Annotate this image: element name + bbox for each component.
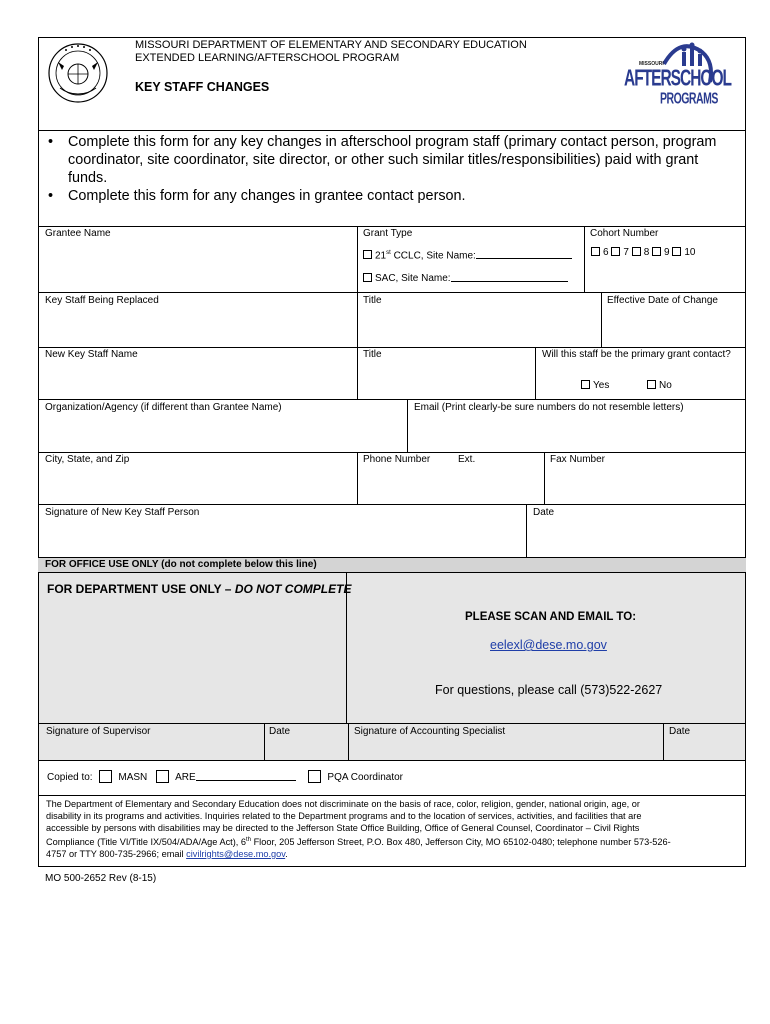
logo-top-text: MISSOURI bbox=[639, 61, 664, 67]
divider bbox=[601, 292, 602, 347]
divider bbox=[357, 452, 358, 504]
divider bbox=[544, 452, 545, 504]
title-label: Title bbox=[363, 349, 382, 360]
effective-date-label: Effective Date of Change bbox=[607, 295, 718, 306]
grant-type-21cclc: 21st CCLC, Site Name: bbox=[363, 247, 572, 262]
divider bbox=[38, 347, 746, 348]
cohort-options bbox=[591, 247, 696, 259]
questions-phone: For questions, please call (573)522-2627 bbox=[435, 683, 663, 697]
divider bbox=[38, 795, 746, 796]
key-staff-replaced-label: Key Staff Being Replaced bbox=[45, 295, 159, 306]
supervisor-signature-label: Signature of Supervisor bbox=[46, 726, 151, 737]
logo-main-text: AFTERSCHOOL bbox=[624, 66, 731, 92]
city-state-zip-label: City, State, and Zip bbox=[45, 454, 130, 465]
divider bbox=[348, 723, 349, 760]
primary-contact-yes[interactable]: Yes bbox=[581, 380, 609, 392]
department-name: MISSOURI DEPARTMENT OF ELEMENTARY AND SECONDARY EDUCATION bbox=[135, 39, 527, 51]
email-label: Email (Print clearly-be sure numbers do not resemble letters) bbox=[414, 402, 684, 413]
divider bbox=[584, 226, 585, 292]
divider bbox=[38, 292, 746, 293]
cohort-option[interactable]: 10 bbox=[672, 247, 695, 258]
sac-site-name-field[interactable] bbox=[451, 271, 568, 282]
sac-checkbox[interactable] bbox=[363, 273, 372, 282]
copied-to-row: Copied to: MASN ARE PQA Coordinator bbox=[47, 772, 404, 783]
divider bbox=[264, 723, 265, 760]
program-name: EXTENDED LEARNING/AFTERSCHOOL PROGRAM bbox=[135, 52, 400, 64]
cclc-site-name-field[interactable] bbox=[476, 248, 572, 259]
divider bbox=[38, 452, 746, 453]
cohort-number-label: Cohort Number bbox=[590, 228, 659, 239]
divider bbox=[407, 399, 408, 452]
form-number: MO 500-2652 Rev (8-15) bbox=[45, 873, 157, 884]
divider bbox=[357, 226, 358, 292]
are-checkbox[interactable] bbox=[156, 770, 169, 783]
are-name-field[interactable] bbox=[196, 770, 296, 781]
cohort-option[interactable]: 7 bbox=[611, 247, 629, 258]
cclc-checkbox[interactable] bbox=[363, 250, 372, 259]
instruction-item: • Complete this form for any changes in grantee contact person. bbox=[48, 188, 466, 204]
divider bbox=[357, 347, 358, 399]
instruction-item: • Complete this form for any key changes in afterschool program staff (primary contact person, program coordinator, site coordinator, site director, or other such similar titles/responsibilities) paid with grant funds. bbox=[48, 134, 717, 186]
pqa-checkbox[interactable] bbox=[308, 770, 321, 783]
divider bbox=[663, 723, 664, 760]
office-use-label: FOR OFFICE USE ONLY (do not complete below this line) bbox=[45, 559, 317, 570]
date-label: Date bbox=[269, 726, 291, 737]
non-discrimination-statement: The Department of Elementary and Secondary Education does not discriminate on the basis of race, color, religion, gender, national origin, age, or disability in its programs and activities. Inquiries related to the Department programs and to the location of services, activities, and facilities that are accessible by persons with disabilities may be directed to the Jefferson State Office Building, Office of General Counsel, Coordinator – Civil Rights Compliance (Title VI/Title IX/504/ADA/Age Act), 6th Floor, 205 Jefferson Street, P.O. Box 480, Jefferson City, MO 65102-0480; telephone number 573-526- 4757 or TTY 800-735-2966; email civilrights@dese.mo.gov. bbox=[46, 799, 671, 860]
scan-email-instruction: PLEASE SCAN AND EMAIL TO: bbox=[465, 611, 637, 623]
grant-type-sac: SAC, Site Name: bbox=[363, 271, 568, 285]
form-title: KEY STAFF CHANGES bbox=[135, 80, 270, 94]
cohort-option[interactable]: 8 bbox=[632, 247, 650, 258]
date-label: Date bbox=[533, 507, 555, 518]
masn-checkbox[interactable] bbox=[99, 770, 112, 783]
primary-contact-no[interactable]: No bbox=[647, 380, 672, 392]
cohort-option[interactable]: 9 bbox=[652, 247, 670, 258]
signature-new-label: Signature of New Key Staff Person bbox=[45, 507, 200, 518]
ext-label: Ext. bbox=[458, 454, 476, 465]
logo-sub-text: PROGRAMS bbox=[660, 90, 718, 108]
title-label: Title bbox=[363, 295, 382, 306]
cohort-option[interactable]: 6 bbox=[591, 247, 609, 258]
new-key-staff-label: New Key Staff Name bbox=[45, 349, 138, 360]
date-label: Date bbox=[669, 726, 691, 737]
divider bbox=[38, 226, 746, 227]
afterschool-logo bbox=[622, 38, 731, 110]
divider bbox=[38, 130, 746, 131]
divider bbox=[38, 760, 746, 761]
instructions-list bbox=[48, 133, 738, 205]
divider bbox=[38, 399, 746, 400]
divider bbox=[535, 347, 536, 399]
grant-type-label: Grant Type bbox=[363, 228, 413, 239]
primary-contact-question: Will this staff be the primary grant contact? bbox=[542, 349, 731, 360]
fax-label: Fax Number bbox=[550, 454, 606, 465]
grantee-name-label: Grantee Name bbox=[45, 228, 111, 239]
phone-label: Phone Number bbox=[363, 454, 431, 465]
state-seal-icon bbox=[44, 40, 112, 104]
divider bbox=[526, 504, 527, 557]
accounting-signature-label: Signature of Accounting Specialist bbox=[354, 726, 506, 737]
dept-use-label: FOR DEPARTMENT USE ONLY – DO NOT COMPLETE bbox=[47, 582, 352, 596]
civil-rights-email-link[interactable]: civilrights@dese.mo.gov bbox=[186, 849, 286, 860]
org-agency-label: Organization/Agency (if different than Grantee Name) bbox=[45, 402, 282, 413]
divider bbox=[357, 292, 358, 347]
divider bbox=[38, 504, 746, 505]
email-link[interactable]: eelexl@dese.mo.gov bbox=[490, 638, 607, 652]
